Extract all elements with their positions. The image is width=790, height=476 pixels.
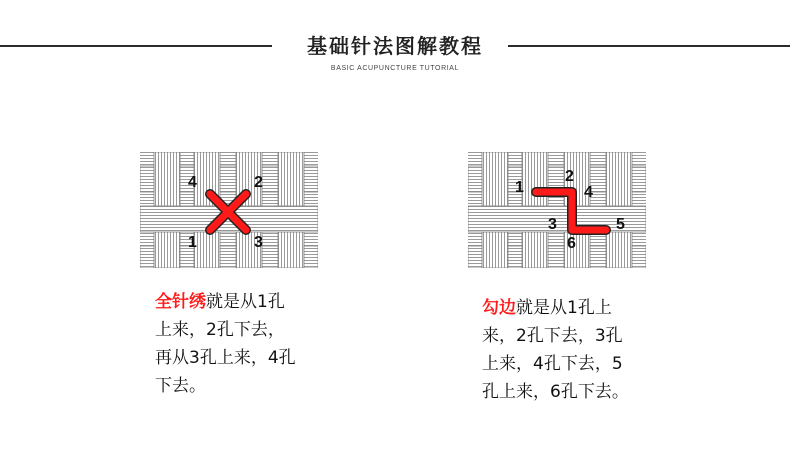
back-hole-6-label: 6 <box>567 235 576 252</box>
back-stitch-name: 勾边 <box>482 298 516 318</box>
back-desc-line-4: 孔上来，6孔下去。 <box>482 382 629 402</box>
back-stitch-diagram <box>468 152 646 268</box>
back-hole-1-label: 1 <box>515 179 524 196</box>
cross-hole-3-label: 3 <box>254 234 263 251</box>
cross-desc-line-3: 再从3孔上来，4孔 <box>155 348 296 368</box>
back-desc-line-1: 勾边就是从1孔上 <box>482 298 612 318</box>
cross-stitch-description <box>155 288 335 400</box>
back-stitch-description <box>482 294 682 406</box>
cross-desc-line-1: 全针绣就是从1孔 <box>155 292 285 312</box>
back-hole-4-label: 4 <box>584 184 593 201</box>
page-subtitle: BASIC ACUPUNCTURE TUTORIAL <box>330 65 460 72</box>
back-hole-5-label: 5 <box>616 216 625 233</box>
back-hole-3-label: 3 <box>548 216 557 233</box>
cross-desc-line-2: 上来，2孔下去， <box>155 320 285 340</box>
cross-hole-4-label: 4 <box>188 174 197 191</box>
page-title: 基础针法图解教程 <box>307 34 483 58</box>
cross-hole-2-label: 2 <box>254 174 263 191</box>
back-hole-2-label: 2 <box>565 168 574 185</box>
cross-desc-line-4: 下去。 <box>155 376 206 396</box>
weave-grid-cross <box>140 152 318 268</box>
back-desc-line-3: 上来，4孔下去，5 <box>482 354 623 374</box>
cross-stitch-name: 全针绣 <box>155 292 206 312</box>
back-desc-line-2: 来，2孔下去，3孔 <box>482 326 623 346</box>
cross-stitch-diagram <box>140 152 318 268</box>
weave-grid-back <box>468 152 646 268</box>
cross-hole-1-label: 1 <box>188 234 197 251</box>
